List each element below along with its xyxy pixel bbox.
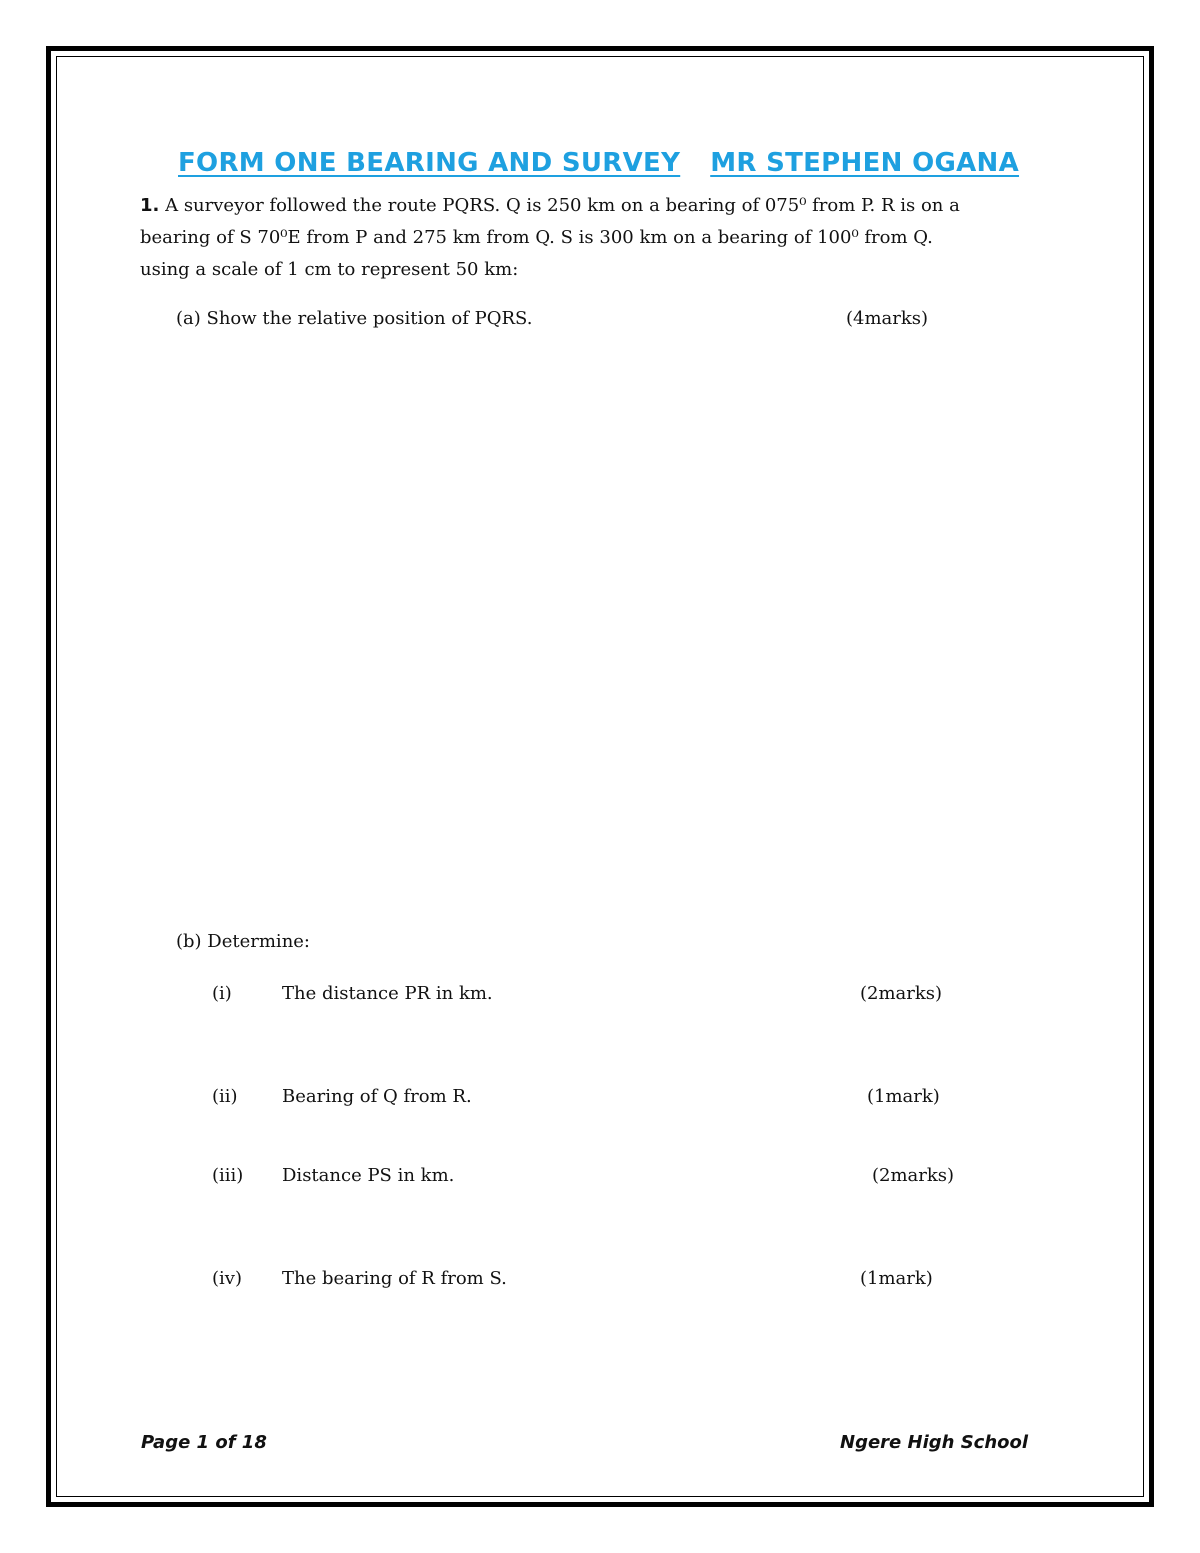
item-iii-marks: (2marks) [872,1165,955,1186]
item-ii-marks: (1mark) [867,1086,940,1107]
item-ii-text: Bearing of Q from R. [282,1086,472,1107]
question-line-2: bearing of S 70⁰E from P and 275 km from Q. S is 300 km on a bearing of 100⁰ from Q. [140,227,933,248]
item-iv-marks: (1mark) [860,1268,933,1289]
item-i-num: (i) [212,983,232,1004]
item-i-text: The distance PR in km. [282,983,493,1004]
item-ii-num: (ii) [212,1086,238,1107]
part-a-marks: (4marks) [846,308,929,329]
question-line-3: using a scale of 1 cm to represent 50 km: [140,259,519,280]
document-title [178,148,1019,178]
item-iv-text: The bearing of R from S. [282,1268,507,1289]
item-iii-num: (iii) [212,1165,244,1186]
footer-school-name: Ngere High School [840,1432,1029,1453]
title-teacher: MR STEPHEN OGANA [710,148,1020,178]
item-iii-text: Distance PS in km. [282,1165,455,1186]
part-a-text: (a) Show the relative position of PQRS. [176,308,533,329]
part-b-text: (b) Determine: [176,931,310,952]
footer-page-number: Page 1 of 18 [141,1432,267,1453]
question-number: 1. [140,195,160,216]
item-iv-num: (iv) [212,1268,242,1289]
question-line-1: A surveyor followed the route PQRS. Q is 250 km on a bearing of 075⁰ from P. R is on a [159,195,960,216]
item-i-marks: (2marks) [860,983,943,1004]
question-1-text [140,190,1050,286]
title-subject: FORM ONE BEARING AND SURVEY [178,148,681,178]
